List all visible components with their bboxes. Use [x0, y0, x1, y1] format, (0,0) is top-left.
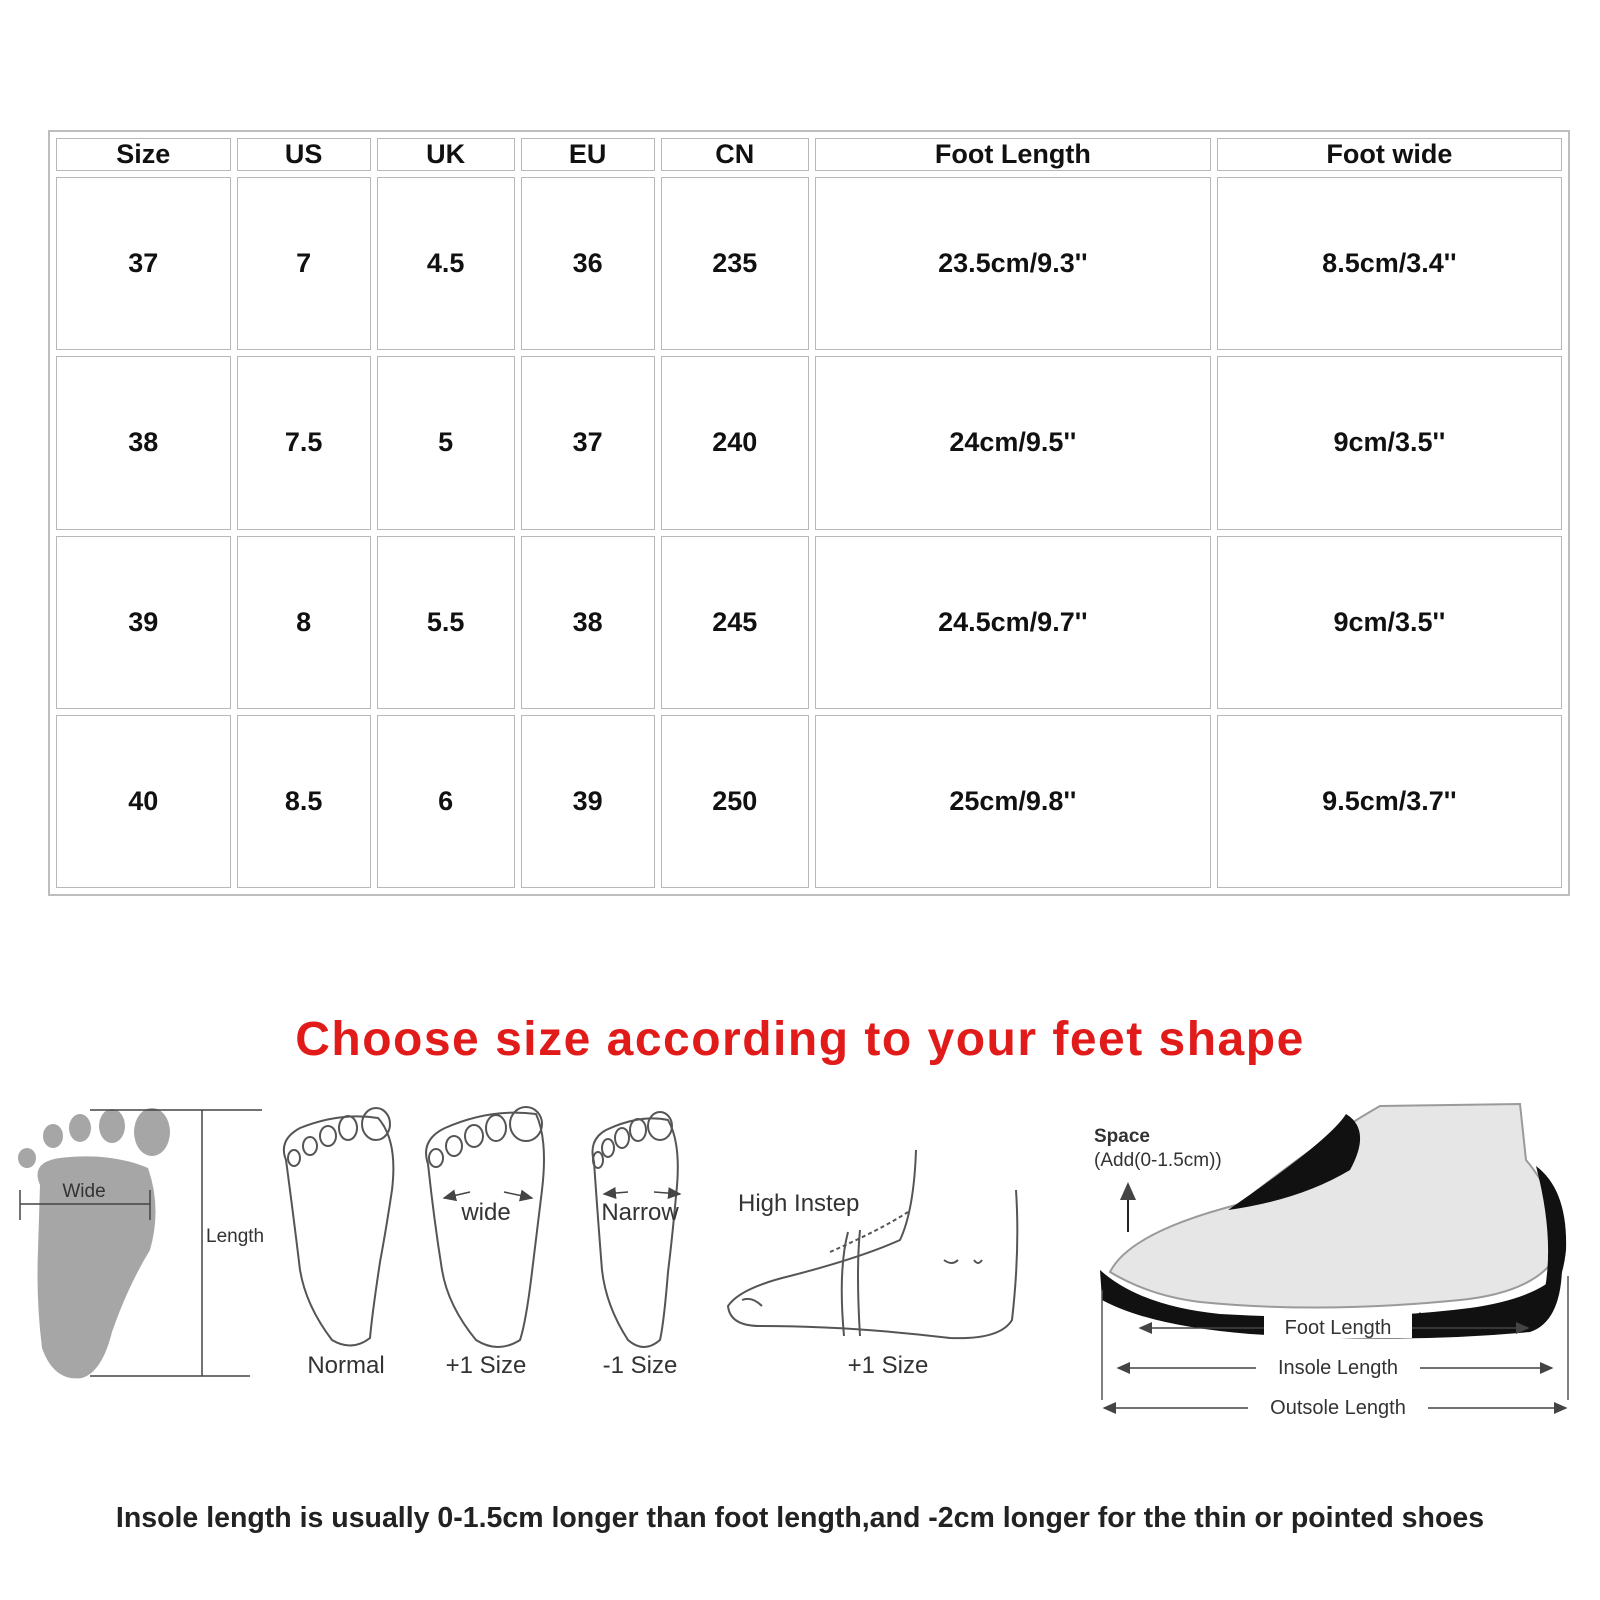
caption-narrow: -1 Size — [602, 1352, 678, 1379]
header-us: US — [237, 138, 371, 171]
table-row — [56, 536, 1562, 709]
space-note: (Add(0-1.5cm)) — [1094, 1150, 1222, 1171]
cell-foot-wide: 9.5cm/3.7'' — [1217, 715, 1562, 888]
table-row — [56, 356, 1562, 529]
footprint-icon — [18, 1108, 170, 1378]
cell-us: 8.5 — [237, 715, 371, 888]
cell-us: 7 — [237, 177, 371, 350]
space-title: Space — [1094, 1126, 1150, 1147]
cell-eu: 36 — [521, 177, 655, 350]
wide-foot — [426, 1107, 544, 1379]
cell-uk: 6 — [377, 715, 515, 888]
shoe-cross-section — [1094, 1104, 1568, 1419]
table-row — [56, 177, 1562, 350]
cell-uk: 5 — [377, 356, 515, 529]
caption-wide: +1 Size — [445, 1352, 527, 1379]
cell-eu: 38 — [521, 536, 655, 709]
cell-foot-wide: 9cm/3.5'' — [1217, 356, 1562, 529]
cell-cn: 250 — [661, 715, 809, 888]
high-instep-foot-icon — [728, 1150, 1017, 1338]
measured-footprint — [18, 1108, 264, 1378]
cell-eu: 39 — [521, 715, 655, 888]
cell-foot-wide: 9cm/3.5'' — [1217, 536, 1562, 709]
insole-length-label: Insole Length — [1277, 1357, 1399, 1379]
header-size: Size — [56, 138, 231, 171]
cell-uk: 4.5 — [377, 177, 515, 350]
header-foot-length: Foot Length — [815, 138, 1211, 171]
table-row — [56, 715, 1562, 888]
cell-foot-length: 23.5cm/9.3'' — [815, 177, 1211, 350]
cell-us: 7.5 — [237, 356, 371, 529]
narrow-foot-icon — [593, 1112, 678, 1347]
header-foot-wide: Foot wide — [1217, 138, 1562, 171]
wide-label: wide — [461, 1199, 511, 1226]
measure-wide-label: Wide — [62, 1181, 106, 1202]
high-instep-label: High Instep — [738, 1190, 860, 1217]
cell-foot-length: 24.5cm/9.7'' — [815, 536, 1211, 709]
high-instep-foot — [728, 1150, 1017, 1379]
cell-cn: 240 — [661, 356, 809, 529]
footnote: Insole length is usually 0-1.5cm longer than foot length,and -2cm longer for the thin or pointed shoes — [115, 1502, 1485, 1534]
cell-foot-length: 24cm/9.5'' — [815, 356, 1211, 529]
cell-cn: 245 — [661, 536, 809, 709]
cell-size: 40 — [56, 715, 231, 888]
table-header-row — [56, 138, 1562, 171]
outsole-length-label: Outsole Length — [1270, 1397, 1406, 1419]
size-chart-table — [48, 130, 1570, 896]
narrow-foot — [593, 1112, 681, 1379]
header-eu: EU — [521, 138, 655, 171]
shoe-icon — [1100, 1104, 1566, 1339]
cell-cn: 235 — [661, 177, 809, 350]
header-cn: CN — [661, 138, 809, 171]
cell-foot-length: 25cm/9.8'' — [815, 715, 1211, 888]
wide-foot-icon — [426, 1107, 544, 1347]
caption-instep: +1 Size — [847, 1352, 929, 1379]
cell-size: 39 — [56, 536, 231, 709]
header-uk: UK — [377, 138, 515, 171]
cell-size: 37 — [56, 177, 231, 350]
cell-size: 38 — [56, 356, 231, 529]
cell-eu: 37 — [521, 356, 655, 529]
cell-uk: 5.5 — [377, 536, 515, 709]
narrow-label: Narrow — [601, 1199, 679, 1226]
cell-us: 8 — [237, 536, 371, 709]
caption-normal: Normal — [307, 1352, 385, 1379]
normal-foot-icon — [284, 1108, 394, 1346]
measure-length-label: Length — [206, 1226, 265, 1247]
headline: Choose size according to your feet shape — [295, 1013, 1305, 1066]
cell-foot-wide: 8.5cm/3.4'' — [1217, 177, 1562, 350]
foot-length-label: Foot Length — [1284, 1317, 1392, 1339]
feet-shape-diagram — [0, 1100, 1600, 1440]
normal-foot — [284, 1108, 394, 1379]
